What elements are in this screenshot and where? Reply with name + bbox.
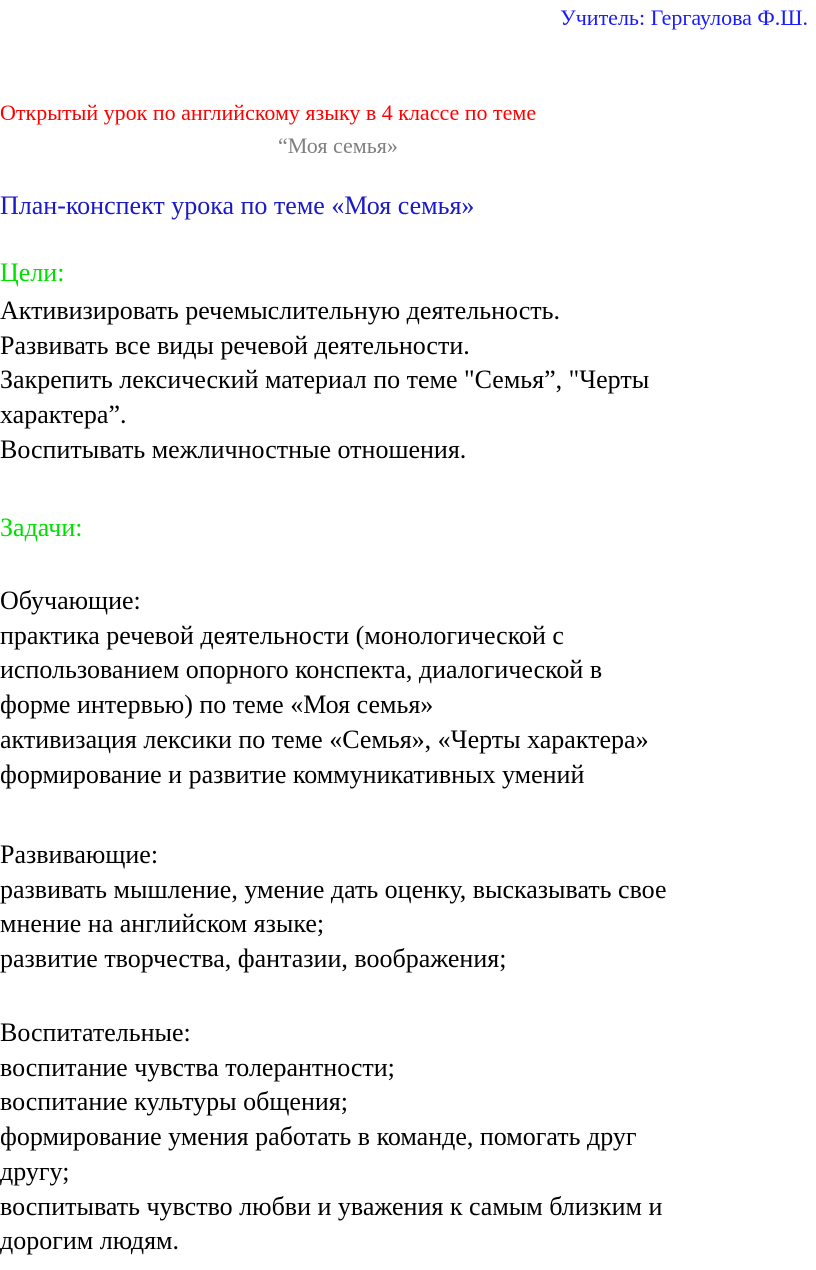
developing-line: развитие творчества, фантазии, воображения; <box>0 944 507 974</box>
goals-list <box>0 294 816 468</box>
teaching-line: формирование и развитие коммуникативных умений <box>0 759 585 789</box>
goals-line: Закрепить лексический материал по теме "Семья”, "Черты <box>0 365 650 395</box>
teaching-label: Обучающие: <box>0 586 141 615</box>
educational-line: воспитание культуры общения; <box>0 1087 348 1117</box>
teacher-name: Учитель: Гергаулова Ф.Ш. <box>560 5 808 30</box>
goals-heading: Цели: <box>0 258 65 287</box>
educational-line: другу; <box>0 1156 70 1186</box>
educational-label: Воспитательные: <box>0 1018 191 1047</box>
teaching-line: практика речевой деятельности (монологической с <box>0 620 564 650</box>
teaching-line: использованием опорного конспекта, диалогической в <box>0 655 603 685</box>
educational-line: воспитание чувства толерантности; <box>0 1052 395 1082</box>
plan-title: План-конспект урока по теме «Моя семья» <box>0 191 475 220</box>
open-lesson-topic: “Моя семья» <box>278 133 398 158</box>
developing-line: развивать мышление, умение дать оценку, высказывать свое <box>0 874 667 904</box>
goals-line: Активизировать речемыслительную деятельность. <box>0 296 560 325</box>
educational-line: воспитывать чувство любви и уважения к самым близким и <box>0 1191 663 1221</box>
developing-label: Развивающие: <box>0 840 159 869</box>
educational-tasks <box>0 1016 816 1259</box>
teaching-tasks <box>0 584 816 792</box>
goals-line: Развивать все виды речевой деятельности. <box>0 330 470 360</box>
tasks-heading: Задачи: <box>0 513 83 542</box>
teaching-line: форме интервью) по теме «Моя семья» <box>0 690 434 720</box>
educational-line: формирование умения работать в команде, помогать друг <box>0 1122 637 1152</box>
developing-tasks <box>0 838 816 977</box>
developing-line: мнение на английском языке; <box>0 909 325 939</box>
educational-line: дорогим людям. <box>0 1226 179 1256</box>
open-lesson-title: Открытый урок по английскому языку в 4 классе по теме <box>0 100 537 125</box>
goals-line: Воспитывать межличностные отношения. <box>0 434 467 464</box>
teaching-line: активизация лексики по теме «Семья», «Черты характера» <box>0 724 649 754</box>
goals-line: характера”. <box>0 400 127 430</box>
